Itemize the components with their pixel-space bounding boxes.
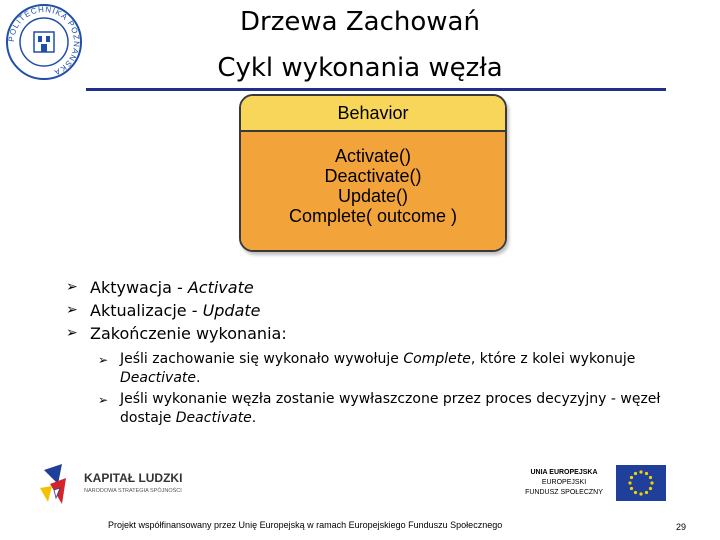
kapital-ludzki-logo [40,460,200,508]
arrow-bullet-icon: ➢ [66,302,78,318]
title-underline [86,88,666,91]
bullet-item: ➢ Zakończenie wykonania: [66,324,287,343]
sub-bullet-item: ➢ Jeśli zachowanie się wykonało wywołuje Complete, które z kolei wykonuje Deactivate. [98,351,636,386]
arrow-bullet-icon: ➢ [66,325,78,341]
bullet-list [66,276,287,345]
uml-method: Activate() [334,146,412,166]
uml-class-name: Behavior [241,96,505,132]
kapital-ludzki-subtitle: NARODOWA STRATEGIA SPÓJNOŚCI [84,488,182,494]
slide-title-line2: Cykl wykonania węzła [217,53,503,83]
eu-flag-icon [616,465,666,501]
bullet-item: ➢ Aktualizacje - Update [66,301,261,320]
uml-methods [241,132,505,250]
uml-class-diagram [239,94,507,252]
kapital-ludzki-title: KAPITAŁ LUDZKI [84,471,183,485]
footer-text: Projekt współfinansowany przez Unię Europejską w ramach Europejskiego Funduszu Społecznego [108,520,503,530]
slide-title-line1: Drzewa Zachowań [240,7,480,37]
page-number: 29 [676,522,687,532]
logo-ring-text: POLITECHNIKA POZNAŃSKA [6,4,82,78]
uml-method: Complete( outcome ) [288,206,458,226]
sub-bullet-list [98,350,678,430]
bullet-item: ➢ Aktywacja - Activate [66,278,254,297]
eu-label: UNIA EUROPEJSKA EUROPEJSKI FUNDUSZ SPOŁECZNY [525,469,603,496]
arrow-bullet-icon: ➢ [66,279,78,295]
sub-bullet-item: ➢ Jeśli wykonanie węzła zostanie wywłaszczone przez proces decyzyjny - węzeł dostaje Deactivate. [98,391,661,426]
uml-method: Deactivate() [324,166,422,186]
uml-method: Update() [337,186,409,206]
arrow-bullet-icon: ➢ [98,353,109,367]
university-logo [4,2,84,82]
arrow-bullet-icon: ➢ [98,393,109,407]
